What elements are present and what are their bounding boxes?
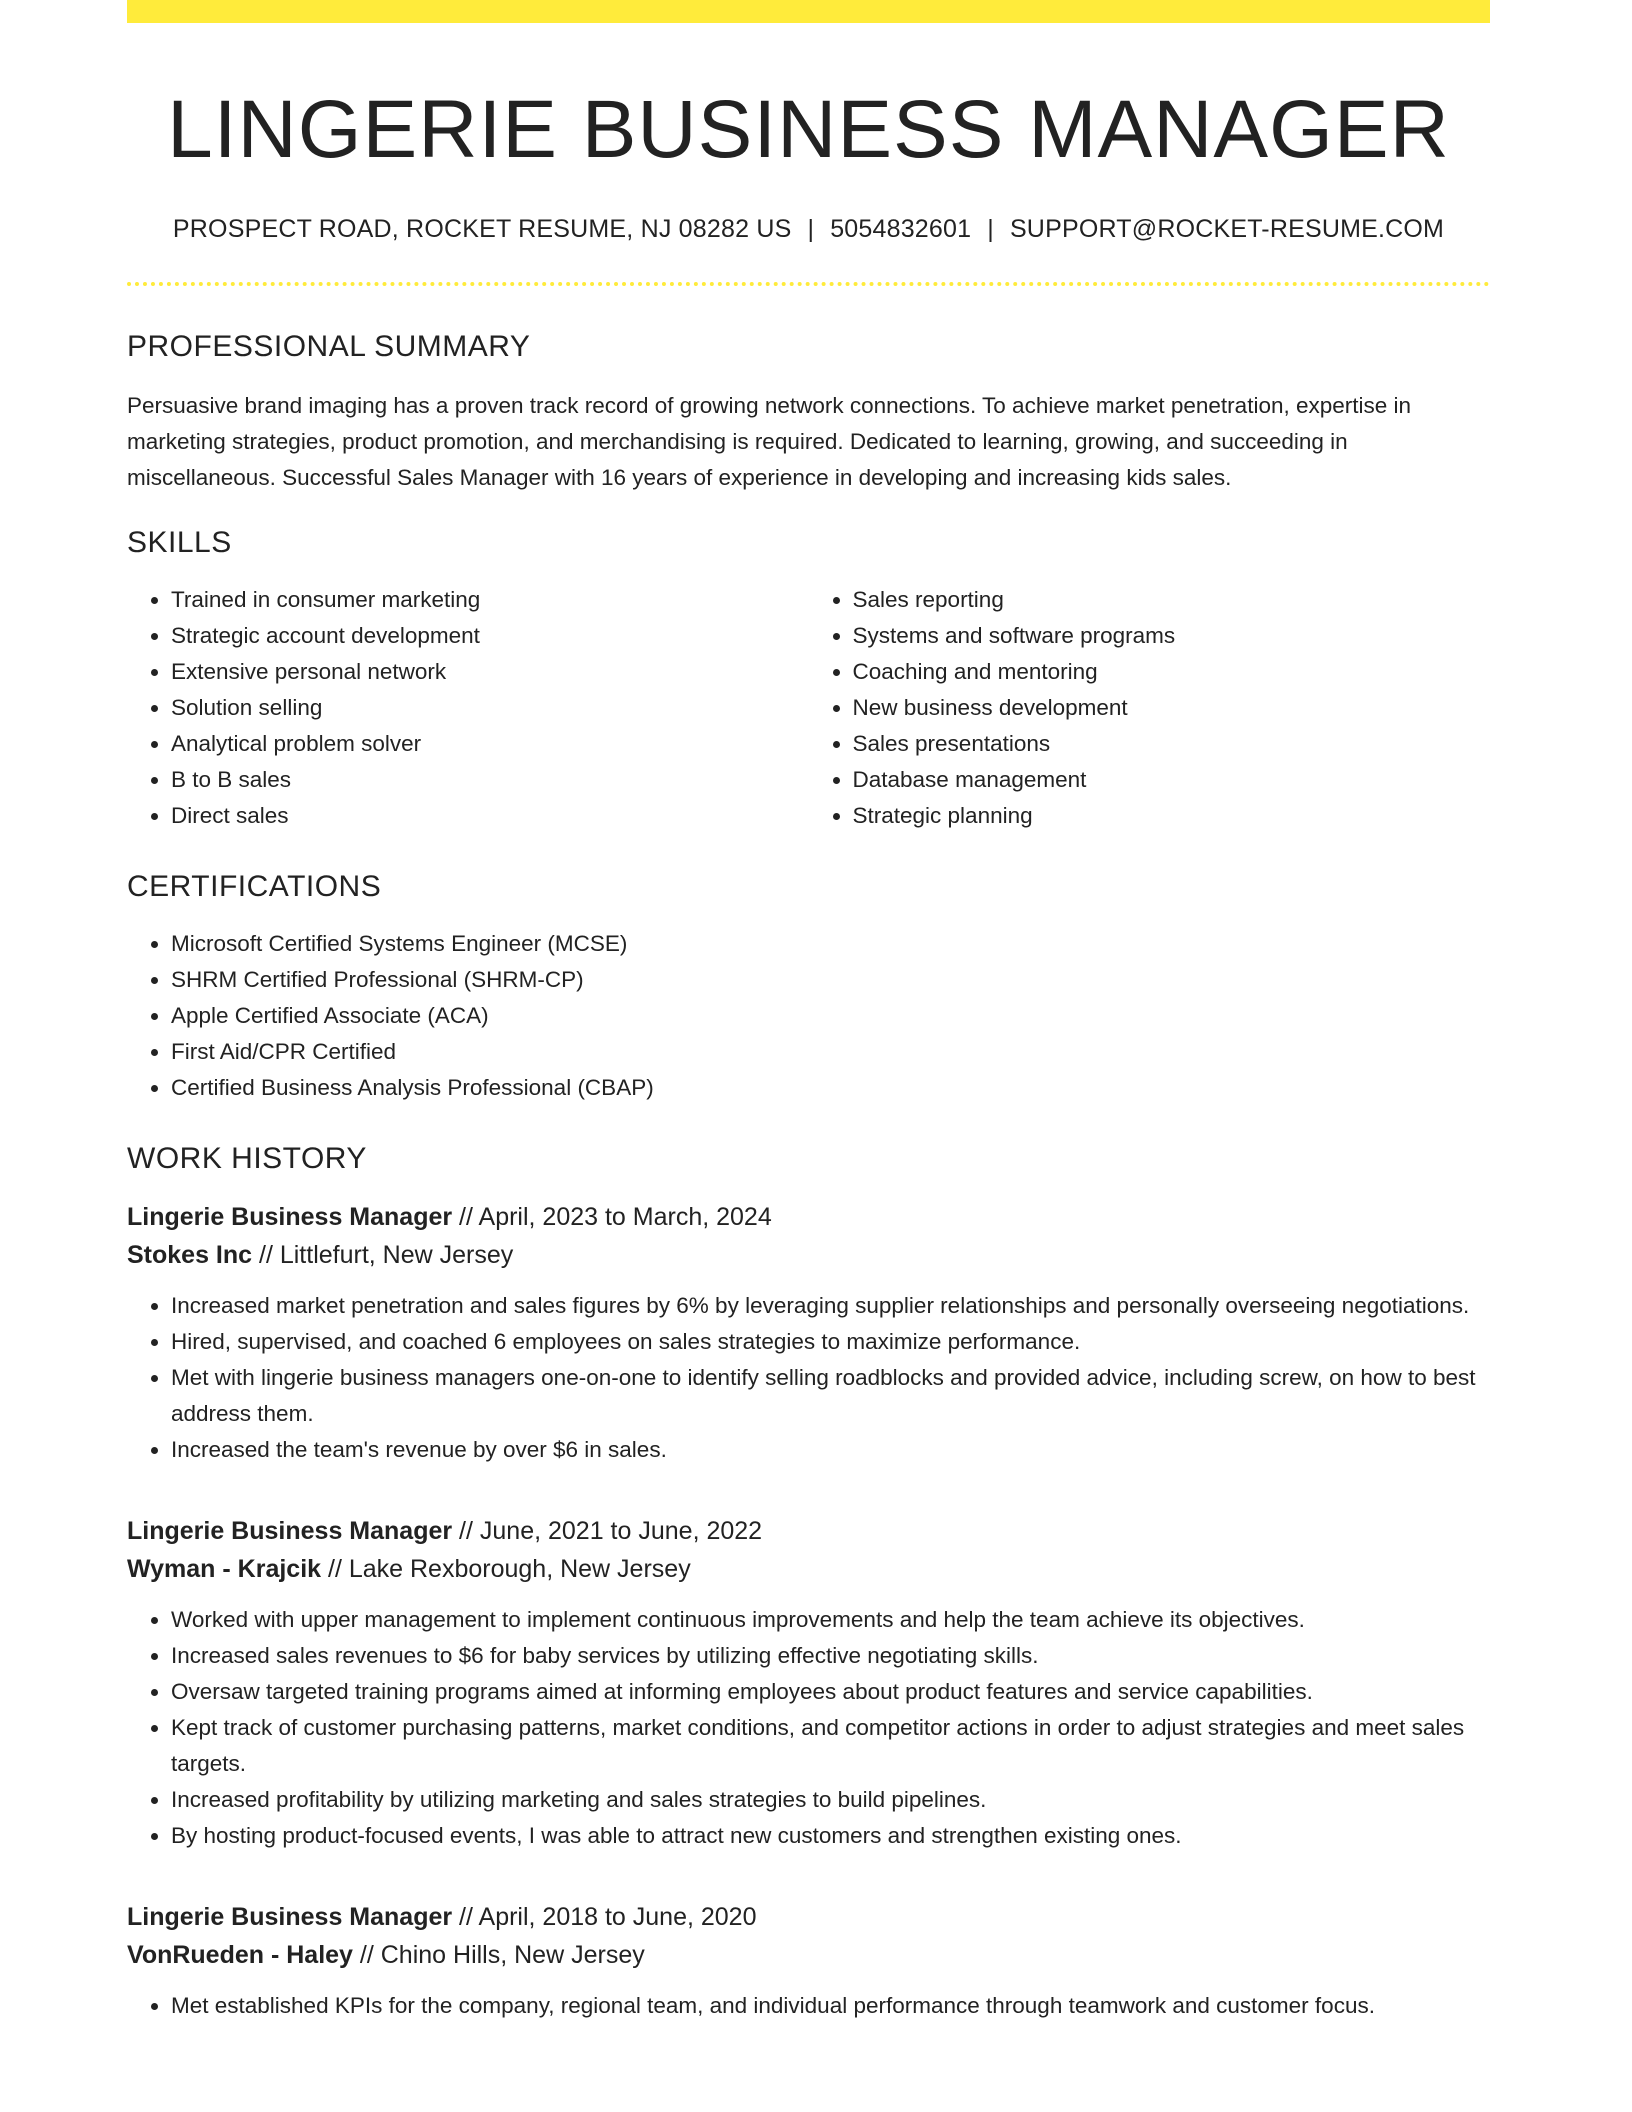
skills-column-left (127, 582, 809, 834)
job-bullets (127, 1288, 1490, 1468)
certifications-list (127, 926, 1490, 1106)
job-role: Lingerie Business Manager (127, 1517, 453, 1546)
contact-phone: 5054832601 (830, 215, 972, 244)
contact-separator: | (987, 215, 994, 244)
job-bullet: • Increased profitability by utilizing marketing and sales strategies to build pipelines. (171, 1782, 1490, 1818)
skill-item: • B to B sales (171, 762, 809, 798)
skills-list (127, 582, 1490, 834)
job-bullet: • By hosting product-focused events, I was able to attract new customers and strengthen existing ones. (171, 1818, 1490, 1854)
job-role: Lingerie Business Manager (127, 1203, 453, 1232)
skills-heading: SKILLS (127, 526, 232, 560)
skill-item: • Direct sales (171, 798, 809, 834)
job-company-line (127, 1550, 1490, 1588)
summary-heading: PROFESSIONAL SUMMARY (127, 330, 531, 364)
work-history-heading: WORK HISTORY (127, 1142, 367, 1176)
skill-item: • Systems and software programs (853, 618, 1491, 654)
skill-item: • Database management (853, 762, 1491, 798)
certification-item: • Certified Business Analysis Professional (CBAP) (171, 1070, 1490, 1106)
job-entry (127, 1198, 1490, 1468)
contact-line (127, 215, 1490, 244)
job-role-line (127, 1898, 1490, 1936)
skill-item: • Strategic account development (171, 618, 809, 654)
job-company: VonRueden - Haley (127, 1941, 353, 1970)
certification-item: • First Aid/CPR Certified (171, 1034, 1490, 1070)
job-company: Stokes Inc (127, 1241, 253, 1270)
job-entry (127, 1898, 1490, 2024)
resume-page (127, 0, 1490, 2024)
certifications-heading: CERTIFICATIONS (127, 870, 382, 904)
job-entry (127, 1512, 1490, 1854)
job-dates: // June, 2021 to June, 2022 (452, 1517, 763, 1546)
job-bullet: • Kept track of customer purchasing patterns, market conditions, and competitor actions in order to adjust strategies and meet sales targets. (171, 1710, 1490, 1782)
skill-item: • Analytical problem solver (171, 726, 809, 762)
job-company: Wyman - Krajcik (127, 1555, 322, 1584)
job-bullet: • Met established KPIs for the company, regional team, and individual performance through teamwork and customer focus. (171, 1988, 1490, 2024)
job-bullet: • Worked with upper management to implement continuous improvements and help the team achieve its objectives. (171, 1602, 1490, 1638)
job-bullet: • Oversaw targeted training programs aimed at informing employees about product features and service capabilities. (171, 1674, 1490, 1710)
header-divider (127, 282, 1490, 286)
contact-separator: | (807, 215, 815, 244)
job-location: // Chino Hills, New Jersey (352, 1941, 645, 1970)
job-bullet: • Increased sales revenues to $6 for baby services by utilizing effective negotiating skills. (171, 1638, 1490, 1674)
top-accent-bar (127, 0, 1490, 23)
job-role-line (127, 1198, 1490, 1236)
certification-item: • Microsoft Certified Systems Engineer (MCSE) (171, 926, 1490, 962)
job-bullet: • Hired, supervised, and coached 6 employees on sales strategies to maximize performance. (171, 1324, 1490, 1360)
job-bullet: • Met with lingerie business managers one-on-one to identify selling roadblocks and provided advice, including screw, on how to best address them. (171, 1360, 1490, 1432)
contact-email: SUPPORT@ROCKET-RESUME.COM (1009, 215, 1445, 244)
job-dates: // April, 2023 to March, 2024 (452, 1203, 772, 1232)
skill-item: • Solution selling (171, 690, 809, 726)
skill-item: • Sales reporting (853, 582, 1491, 618)
certification-item: • SHRM Certified Professional (SHRM-CP) (171, 962, 1490, 998)
job-company-line (127, 1936, 1490, 1974)
skill-item: • New business development (853, 690, 1491, 726)
job-bullet: • Increased market penetration and sales figures by 6% by leveraging supplier relationships and personally overseeing negotiations. (171, 1288, 1490, 1324)
job-bullets (127, 1988, 1490, 2024)
skill-item: • Coaching and mentoring (853, 654, 1491, 690)
job-dates: // April, 2018 to June, 2020 (452, 1903, 757, 1932)
certification-item: • Apple Certified Associate (ACA) (171, 998, 1490, 1034)
job-location: // Littlefurt, New Jersey (252, 1241, 514, 1270)
job-company-line (127, 1236, 1490, 1274)
job-role-line (127, 1512, 1490, 1550)
skill-item: • Strategic planning (853, 798, 1491, 834)
skills-column-right (809, 582, 1491, 834)
job-location: // Lake Rexborough, New Jersey (321, 1555, 691, 1584)
contact-address: PROSPECT ROAD, ROCKET RESUME, NJ 08282 US (172, 215, 792, 244)
job-bullet: • Increased the team's revenue by over $6 in sales. (171, 1432, 1490, 1468)
job-bullets (127, 1602, 1490, 1854)
skill-item: • Trained in consumer marketing (171, 582, 809, 618)
resume-name: LINGERIE BUSINESS MANAGER (167, 84, 1450, 175)
skill-item: • Extensive personal network (171, 654, 809, 690)
skill-item: • Sales presentations (853, 726, 1491, 762)
job-role: Lingerie Business Manager (127, 1903, 453, 1932)
summary-text: Persuasive brand imaging has a proven track record of growing network connections. To achieve market penetration, expertise in marketing strategies, product promotion, and merchandising is required. Dedicated to learning, growing, and succeeding in miscellaneous. Successful Sales Manager with 16 years of experience in developing and increasing kids sales. (127, 393, 1412, 491)
